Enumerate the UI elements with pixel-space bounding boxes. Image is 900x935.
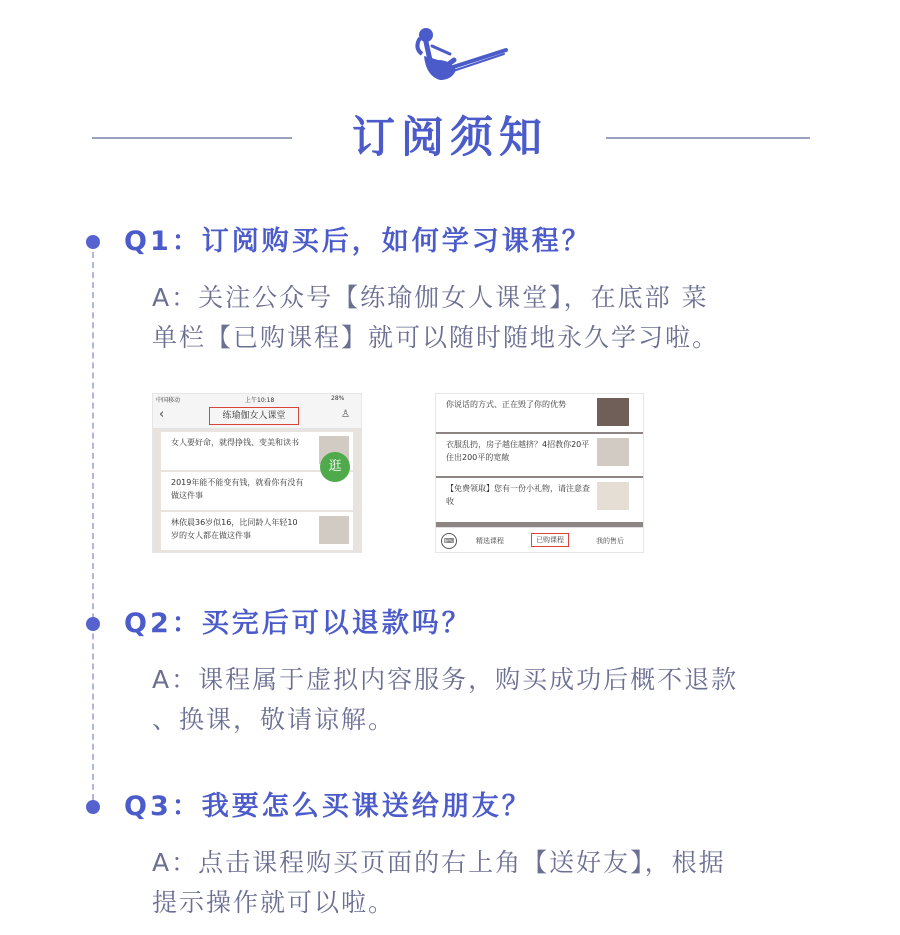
tab-after-sales[interactable]: 我的售后 xyxy=(596,537,624,545)
article-title: 【免费领取】您有一份小礼物，请注意查收 xyxy=(446,484,590,506)
faq-question: Q3：我要怎么买课送给朋友？ xyxy=(124,791,532,822)
timeline-dot xyxy=(86,235,100,249)
tab-featured-courses[interactable]: 精选课程 xyxy=(476,537,504,545)
faq-answer xyxy=(152,660,832,740)
article-title: 2019年能不能变有钱，就看你有没有做这件事 xyxy=(171,478,304,500)
battery-level: 28% xyxy=(331,395,345,402)
timeline-dot xyxy=(86,800,100,814)
article-thumbnail xyxy=(597,438,629,466)
faq-question: Q1：订阅购买后，如何学习课程？ xyxy=(124,226,592,257)
article-title: 你说话的方式、正在毁了你的优势 xyxy=(446,400,566,409)
keyboard-icon[interactable]: ⌨ xyxy=(441,533,457,549)
nav-bar xyxy=(153,404,361,429)
article-title: 女人要好命，就得挣钱、变美和读书 xyxy=(171,438,299,447)
page-title: 订阅须知 xyxy=(352,113,548,163)
status-bar xyxy=(153,394,361,404)
title-divider-left xyxy=(92,137,292,139)
yoga-figure-icon xyxy=(410,24,510,90)
wechat-account-screenshot xyxy=(152,393,362,553)
faq-answer-line: 提示操作就可以啦。 xyxy=(152,888,396,917)
person-icon[interactable]: ♙ xyxy=(341,409,350,420)
timeline-line xyxy=(92,242,94,810)
faq-answer-line: 单栏【已购课程】就可以随时随地永久学习啦。 xyxy=(152,323,720,352)
article-feed xyxy=(153,429,361,552)
stroll-badge[interactable]: 逛 xyxy=(320,452,350,482)
faq-answer xyxy=(152,278,832,358)
carrier: 中国移动 xyxy=(156,397,181,404)
article-thumbnail xyxy=(319,516,349,544)
faq-answer-line: 、换课，敬请谅解。 xyxy=(152,705,396,734)
title-divider-right xyxy=(606,137,810,139)
article-title: 林依晨36岁似16，比同龄人年轻10岁的女人都在做这件事 xyxy=(171,518,298,540)
faq-answer xyxy=(152,843,832,923)
article-card[interactable] xyxy=(436,434,643,476)
article-title: 衣服乱扔，房子越住越挤？4招教你20平住出200平的宽敞 xyxy=(446,440,590,462)
wechat-menu-screenshot xyxy=(435,393,644,553)
faq-answer-line: A：课程属于虚拟内容服务，购买成功后概不退款 xyxy=(152,665,739,694)
menu-tab-bar xyxy=(436,527,643,553)
article-card[interactable] xyxy=(161,512,353,550)
faq-question: Q2：买完后可以退款吗？ xyxy=(124,608,472,639)
tab-purchased-courses[interactable]: 已购课程 xyxy=(531,533,569,547)
faq-answer-line: A：点击课程购买页面的右上角【送好友】，根据 xyxy=(152,848,726,877)
article-card[interactable] xyxy=(436,478,643,522)
status-time: 上午10:18 xyxy=(245,397,275,404)
account-name-highlight: 练瑜伽女人课堂 xyxy=(209,407,299,425)
article-card[interactable] xyxy=(436,394,643,432)
gift-thumbnail xyxy=(597,482,629,510)
faq-answer-line: A：关注公众号【练瑜伽女人课堂】，在底部 菜 xyxy=(152,283,709,312)
back-arrow-icon[interactable]: ‹ xyxy=(159,407,165,422)
timeline-dot xyxy=(86,617,100,631)
article-thumbnail xyxy=(597,398,629,426)
